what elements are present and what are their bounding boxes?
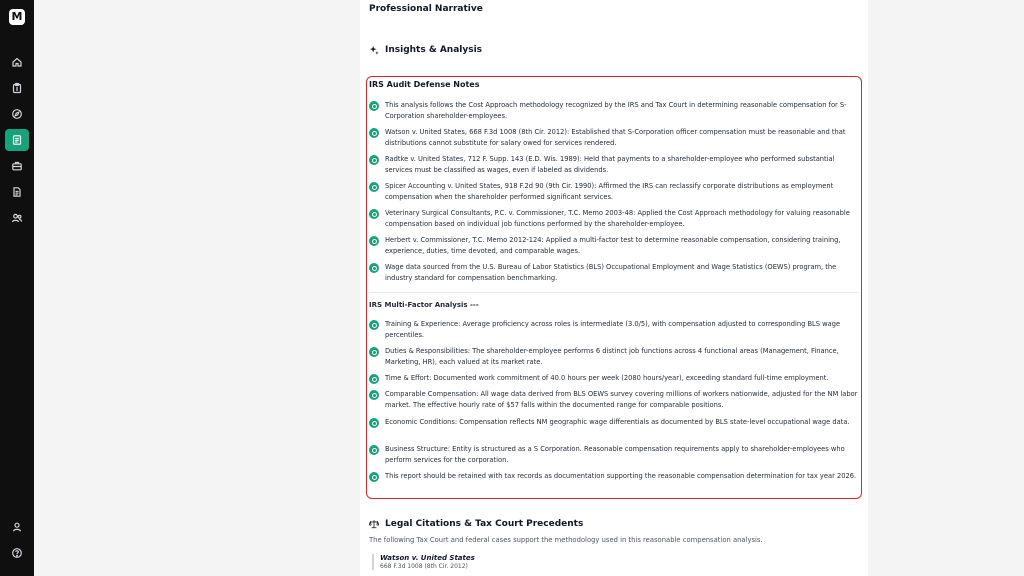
irs-audit-defense-notes [366,76,862,499]
briefcase-icon[interactable] [5,155,29,177]
check-circle-icon [369,390,379,400]
check-circle-icon [369,101,379,111]
file-text-icon[interactable] [5,181,29,203]
list-item: Watson v. United States, 668 F.3d 1008 (8th Cir. 2012): Established that S-Corporation officer compensation must be reasonable and that distributions cannot substitute for salary owed for services rendered. [369,127,861,148]
case-citation [372,554,475,570]
legal-citations-title: Legal Citations & Tax Court Precedents [385,518,584,529]
list-item: This report should be retained with tax records as documentation supporting the reasonable compensation determination for tax year 2026. [369,471,861,482]
insights-title: Insights & Analysis [385,44,483,55]
divider [369,292,859,293]
document-icon[interactable] [5,129,29,151]
list-item: Herbert v. Commissioner, T.C. Memo 2012-124: Applied a multi-factor test to determine reasonable compensation, considering training, experience, duties, time devoted, and comparable wages. [369,235,861,256]
check-circle-icon [369,418,379,428]
legal-citations-header [369,514,583,533]
case-name: Watson v. United States [380,554,475,562]
report-panel[interactable] [360,0,868,576]
list-item: Training & Experience: Average proficiency across roles is intermediate (3.0/5), with compensation adjusted to corresponding BLS wage percentiles. [369,319,861,340]
list-item: Wage data sourced from the U.S. Bureau of Labor Statistics (BLS) Occupational Employment and Wage Statistics (OEWS) program, the industry standard for compensation benchmarking. [369,262,861,283]
list-item: Veterinary Surgical Consultants, P.C. v. Commissioner, T.C. Memo 2003-48: Applied the Cost Approach methodology for valuing reasonable compensation based on individual job functions performed by the shareholder-employee. [369,208,861,229]
user-icon[interactable] [5,516,29,538]
legal-citations-intro: The following Tax Court and federal cases support the methodology used in this reasonable compensation analysis. [369,536,763,544]
check-circle-icon [369,155,379,165]
defense-notes-title: IRS Audit Defense Notes [369,80,480,89]
check-circle-icon [369,182,379,192]
help-icon[interactable] [5,542,29,564]
list-item: Radtke v. United States, 712 F. Supp. 143 (E.D. Wis. 1989): Held that payments to a shareholder-employee who performed substantial services must be classified as wages, even if labeled as dividends. [369,154,861,175]
list-item: Duties & Responsibilities: The shareholder-employee performs 6 distinct job functions across 4 functional areas (Management, Finance, Marketing, HR), each valued at its market rate. [369,346,861,367]
list-item: This analysis follows the Cost Approach methodology recognized by the IRS and Tax Court in determining reasonable compensation for S-Corporation shareholder-employees. [369,100,861,121]
check-circle-icon [369,347,379,357]
page-background-right [868,0,1024,576]
list-item: Comparable Compensation: All wage data derived from BLS OEWS survey covering millions of workers nationwide, adjusted for the NM labor market. The effective hourly rate of $57 falls within the documented range for comparable positions. [369,389,861,410]
sidebar [0,0,34,576]
list-item: Spicer Accounting v. United States, 918 F.2d 90 (9th Cir. 1990): Affirmed the IRS can reclassify corporate distributions as employment compensation when the shareholder performed significant services. [369,181,861,202]
check-circle-icon [369,320,379,330]
list-item: Economic Conditions: Compensation reflects NM geographic wage differentials as documented by BLS state-level occupational wage data. [369,417,861,428]
section-title-professional-narrative: Professional Narrative [369,4,483,14]
check-circle-icon [369,128,379,138]
app-logo[interactable]: M [9,9,25,25]
check-circle-icon [369,236,379,246]
case-cite: 668 F.3d 1008 (8th Cir. 2012) [380,563,468,570]
page-background [34,0,360,576]
list-item: Business Structure: Entity is structured as a S Corporation. Reasonable compensation requirements apply to shareholder-employees who perform services for the corporation. [369,444,861,465]
list-item: Time & Effort: Documented work commitment of 40.0 hours per week (2080 hours/year), exceeding standard full-time employment. [369,373,861,384]
users-icon[interactable] [5,207,29,229]
insights-header [369,40,482,59]
clipboard-icon[interactable] [5,77,29,99]
check-circle-icon [369,209,379,219]
check-circle-icon [369,263,379,273]
scale-icon [369,514,379,533]
check-circle-icon [369,472,379,482]
check-circle-icon [369,374,379,384]
compass-icon[interactable] [5,103,29,125]
check-circle-icon [369,445,379,455]
sparkle-icon [369,40,379,59]
multi-factor-title: IRS Multi-Factor Analysis --- [369,301,479,309]
home-icon[interactable] [5,51,29,73]
